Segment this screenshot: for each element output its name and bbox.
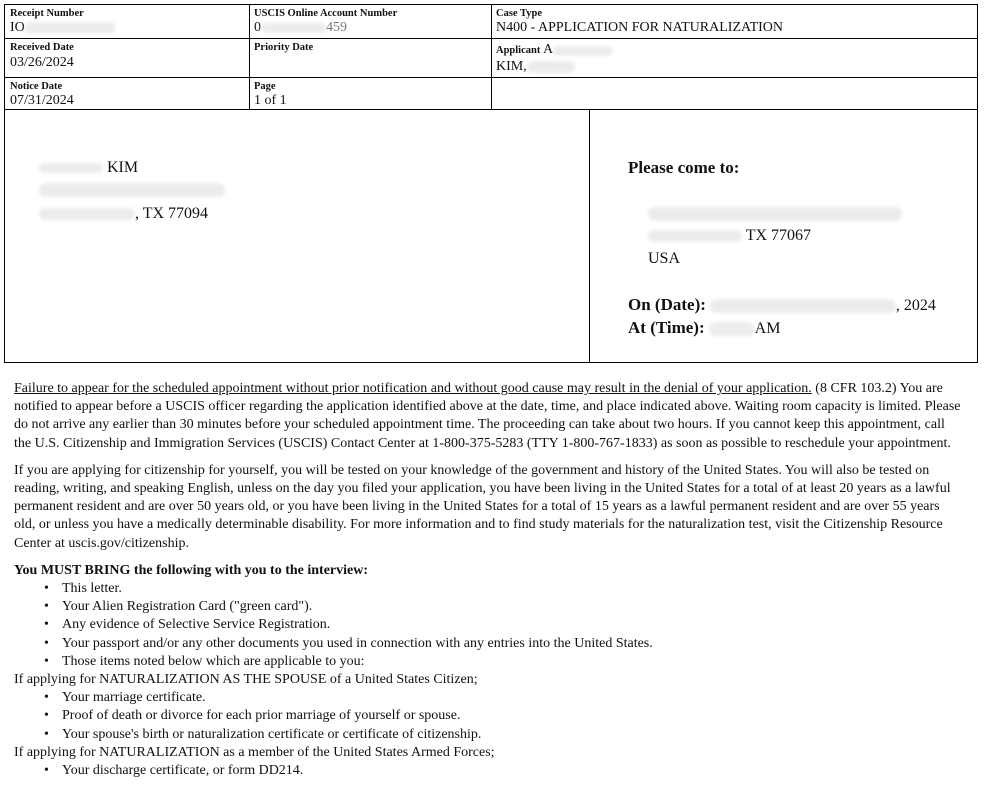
address-box [4,110,978,363]
priority-date-cell [250,39,491,77]
recipient-name-text: KIM [107,159,139,176]
case-type-cell [492,5,978,38]
redaction [39,183,225,197]
redaction [648,207,902,221]
page-cell [250,78,491,110]
paragraph-1-rest: (8 CFR 103.2) You are notified to appear before a USCIS officer regarding the application identified above at the date, time, and place indicated above. Waiting room capacity is limited. Please do not arrive any earlier than 30 minutes before your scheduled appointment time. The proceeding can take about two hours. If you cannot keep this appointment, call the U.S. Citizenship and Immigration Services (USCIS) Contact Center at 1-800-375-5283 (TTY 1-800-767-1833) as soon as possible to reschedule your appointment. [14,381,961,451]
list-item: • Your marriage certificate. [14,689,964,707]
notice-date-value: 07/31/2024 [10,93,74,108]
online-account-value [254,20,347,36]
applicant-id-prefix: A [542,42,554,57]
redaction [648,230,742,242]
list-item: • Proof of death or divorce for each prior marriage of yourself or spouse. [14,707,964,725]
header-table [4,4,978,110]
redaction [527,61,575,73]
receipt-number-cell [5,5,249,38]
redaction [261,23,326,33]
applicant-name-text: KIM, [496,59,527,74]
redaction [709,322,755,336]
list-item: • Your passport and/or any other documents you used in connection with any entries into the United States. [14,635,964,653]
applicant-cell [492,39,978,77]
receipt-number-label: Receipt Number [10,8,84,19]
appointment-time-label: At (Time): [628,318,705,337]
list-item: • This letter. [14,580,964,598]
list-item: • Any evidence of Selective Service Registration. [14,616,964,634]
recipient-name [39,158,138,178]
appointment-country: USA [648,250,681,267]
notice-date-cell [5,78,249,110]
case-type-value: N400 - APPLICATION FOR NATURALIZATION [496,20,783,35]
spouse-heading: If applying for NATURALIZATION AS THE SPOUSE of a United States Citizen; [14,672,478,688]
online-account-cell [250,5,491,38]
applicant-label-text: Applicant [496,45,541,56]
must-bring-list [14,580,964,671]
notice-body [14,380,964,780]
online-account-label: USCIS Online Account Number [254,8,398,19]
recipient-city-text: , TX 77094 [135,205,209,222]
appointment-address-line2-text: TX 77067 [745,227,812,244]
appointment-date-label: On (Date): [628,295,706,314]
redaction [39,163,103,173]
received-date-cell [5,39,249,77]
spouse-list [14,689,964,744]
appointment-address-line2 [648,226,811,246]
appointment-time-text: AM [754,320,781,337]
received-date-label: Received Date [10,42,74,53]
notice-date-label: Notice Date [10,81,63,92]
redaction [710,299,896,313]
appointment-address-line1 [648,204,902,224]
redaction [553,46,613,56]
list-item: • Your discharge certificate, or form DD214. [14,762,964,780]
appointment-date-text: , 2024 [895,297,936,314]
list-item: • Those items noted below which are applicable to you: [14,653,964,671]
list-item: • Your spouse's birth or naturalization certificate or certificate of citizenship. [14,726,964,744]
recipient-city [39,204,208,224]
list-item: • Your Alien Registration Card ("green card"). [14,598,964,616]
receipt-number-value [10,20,115,36]
appointment-time [628,318,780,339]
appointment-heading: Please come to: [628,158,740,177]
recipient-street [39,180,225,200]
priority-date-label: Priority Date [254,42,314,53]
appointment-date [628,295,936,316]
applicant-name [496,59,575,75]
online-account-prefix: 0 [254,20,261,35]
redaction [39,208,135,220]
military-list [14,762,964,780]
failure-warning: Failure to appear for the scheduled appointment without prior notification and without good cause may result in the denial of your application. [14,381,812,396]
page-value: 1 of 1 [254,93,287,108]
case-type-label: Case Type [496,8,542,19]
received-date-value: 03/26/2024 [10,55,74,70]
receipt-number-prefix: IO [10,20,25,35]
online-account-tail: 459 [326,20,347,35]
page-label: Page [254,81,276,92]
paragraph-testing: If you are applying for citizenship for yourself, you will be tested on your knowledge of the government and history of the United States. You will also be tested on reading, writing, and speaking English, unless on the day you filed your application, you have been living in the United States for a total of at least 20 years as a lawful permanent resident and are over 50 years old, or you have been living in the United States for a total of 15 years as a lawful permanent resident and are over 55 years old, or unless you have a medically determinable disability. For more information and to find study materials for the naturalization test, visit the Citizenship Resource Center at uscis.gov/citizenship. [14,462,951,551]
must-bring-heading: You MUST BRING the following with you to the interview: [14,562,369,578]
military-heading: If applying for NATURALIZATION as a member of the United States Armed Forces; [14,744,495,760]
paragraph-failure-to-appear [14,380,964,453]
redaction [25,22,115,34]
applicant-label [496,44,613,56]
